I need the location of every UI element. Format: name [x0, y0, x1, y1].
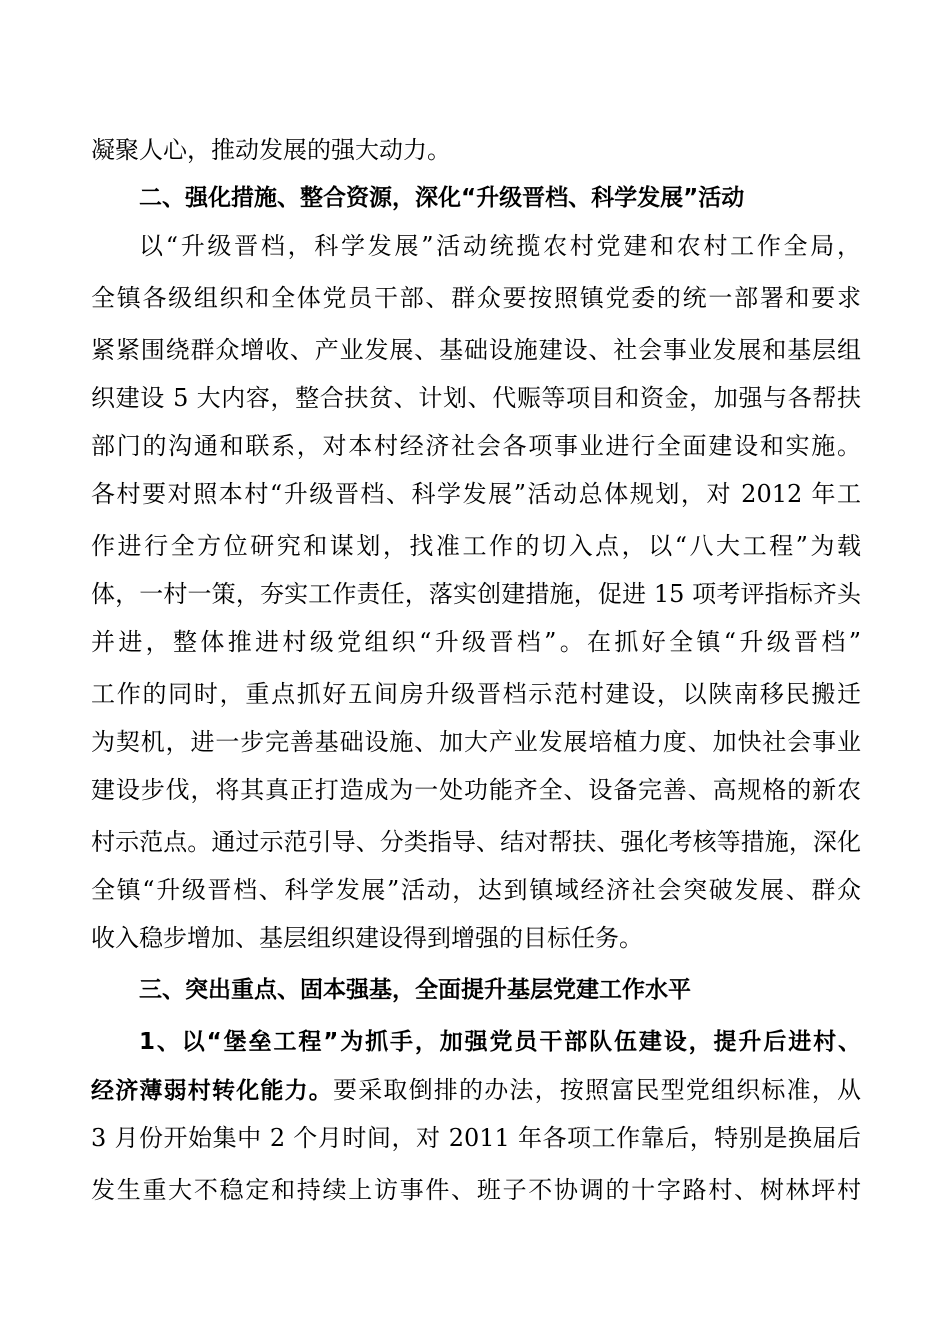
- paragraph-line: 村示范点。通过示范引导、分类指导、结对帮扶、强化考核等措施，深化: [91, 828, 861, 856]
- paragraph-line: 部门的沟通和联系，对本村经济社会各项事业进行全面建设和实施。: [91, 432, 861, 460]
- paragraph-line: 并进，整体推进村级党组织“升级晋档”。在抓好全镇“升级晋档”: [91, 628, 861, 656]
- paragraph-text: 要采取倒排的办法，按照富民型党组织标准，从: [333, 1076, 861, 1104]
- paragraph-line: 紧紧围绕群众增收、产业发展、基础设施建设、社会事业发展和基层组: [91, 336, 861, 364]
- paragraph-line: 体，一村一策，夯实工作责任，落实创建措施，促进 15 项考评指标齐头: [91, 580, 861, 608]
- paragraph-line: 全镇“升级晋档、科学发展”活动，达到镇域经济社会突破发展、群众: [91, 876, 861, 904]
- paragraph-line: 3 月份开始集中 2 个月时间，对 2011 年各项工作靠后，特别是换届后: [91, 1124, 861, 1152]
- paragraph-line: 全镇各级组织和全体党员干部、群众要按照镇党委的统一部署和要求: [91, 284, 861, 312]
- paragraph-line-mixed: [91, 1070, 861, 1110]
- paragraph-line: 凝聚人心，推动发展的强大动力。: [91, 136, 451, 164]
- paragraph-line: 织建设 5 大内容，整合扶贫、计划、代赈等项目和资金，加强与各帮扶: [91, 384, 861, 412]
- paragraph-line: 作进行全方位研究和谋划，找准工作的切入点，以“八大工程”为载: [91, 532, 861, 560]
- paragraph-line: 工作的同时，重点抓好五间房升级晋档示范村建设，以陕南移民搬迁: [91, 680, 861, 708]
- section-heading: 二、强化措施、整合资源，深化“升级晋档、科学发展”活动: [139, 185, 745, 211]
- subsection-heading: 1、以“堡垒工程”为抓手，加强党员干部队伍建设，提升后进村、: [139, 1029, 861, 1055]
- paragraph-line: 建设步伐，将其真正打造成为一处功能齐全、设备完善、高规格的新农: [91, 776, 861, 804]
- section-heading: 三、突出重点、固本强基，全面提升基层党建工作水平: [139, 977, 691, 1003]
- paragraph-line: 发生重大不稳定和持续上访事件、班子不协调的十字路村、树林坪村: [91, 1176, 861, 1204]
- paragraph-line: 以“升级晋档，科学发展”活动统揽农村党建和农村工作全局，: [139, 232, 861, 260]
- paragraph-line: 各村要对照本村“升级晋档、科学发展”活动总体规划，对 2012 年工: [91, 480, 861, 508]
- paragraph-line: 收入稳步增加、基层组织建设得到增强的目标任务。: [91, 924, 643, 952]
- subsection-heading-continuation: 经济薄弱村转化能力。: [91, 1078, 333, 1104]
- paragraph-line: 为契机，进一步完善基础设施、加大产业发展培植力度、加快社会事业: [91, 728, 861, 756]
